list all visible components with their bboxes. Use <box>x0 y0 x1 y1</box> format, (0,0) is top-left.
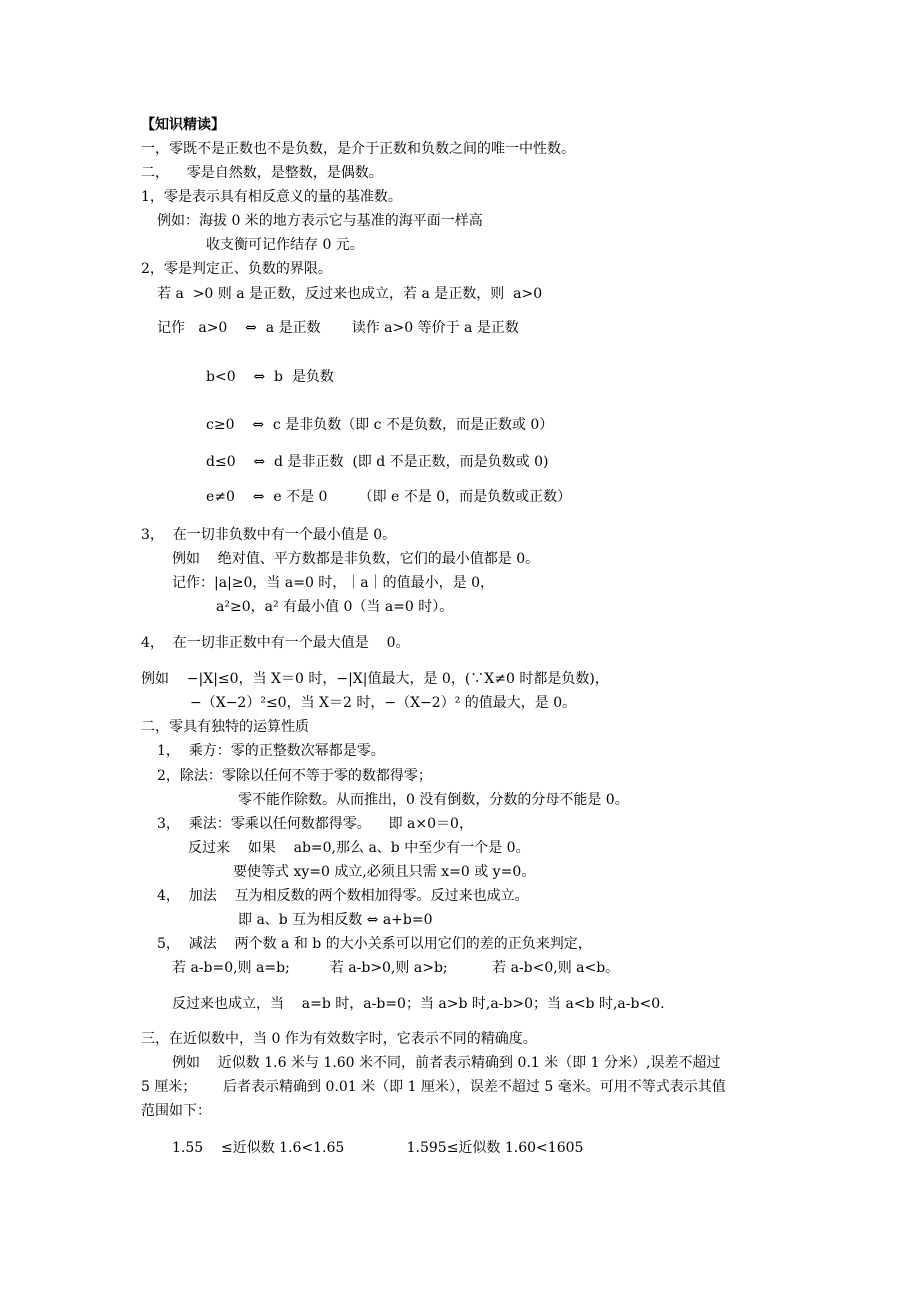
text-line: 3， 乘法：零乘以任何数都得零。 即 a×0＝0， <box>157 816 473 832</box>
text-line: 若 a-b=0,则 a=b; 若 a-b>0,则 a>b; 若 a-b<0,则 a<b。 <box>172 960 620 976</box>
text-line: 5， 减法 两个数 a 和 b 的大小关系可以用它们的差的正负来判定， <box>157 936 592 952</box>
text-line: 零不能作除数。从而推出，0 没有倒数，分数的分母不能是 0。 <box>238 792 629 808</box>
text-line: 例如 近似数 1.6 米与 1.60 米不同，前者表示精确到 0.1 米（即 1 分米）,误差不超过 <box>172 1055 721 1071</box>
text-line: 5 厘米； 后者表示精确到 0.01 米（即 1 厘米），误差不超过 5 毫米。可用不等式表示其值 <box>141 1079 726 1095</box>
text-line: 即 a、b 互为相反数 ⇔ a+b=0 <box>238 912 433 928</box>
section-heading: 【知识精读】 <box>141 117 225 133</box>
text-line: 4， 加法 互为相反数的两个数相加得零。反过来也成立。 <box>157 888 529 904</box>
text-line: 二，零具有独特的运算性质 <box>141 719 309 735</box>
text-line: 一，零既不是正数也不是负数，是介于正数和负数之间的唯一中性数。 <box>141 141 575 157</box>
text-line: 要使等式 xy=0 成立,必须且只需 x=0 或 y=0。 <box>233 864 536 880</box>
text-line: b<0 ⇔ b 是负数 <box>206 369 334 385</box>
text-line: 例如 −|X|≤0，当 X＝0 时，−|X|值最大，是 0，(∵X≠0 时都是负数)， <box>141 671 609 687</box>
text-line: 3， 在一切非负数中有一个最小值是 0。 <box>141 527 397 543</box>
text-line: 2，除法：零除以任何不等于零的数都得零； <box>157 768 432 784</box>
text-line: 例如：海拔 0 米的地方表示它与基准的海平面一样高 <box>157 213 483 229</box>
text-line: 三，在近似数中，当 0 作为有效数字时，它表示不同的精确度。 <box>141 1031 537 1047</box>
text-line: a²≥0，a² 有最小值 0（当 a=0 时）。 <box>216 599 454 615</box>
text-line: c≥0 ⇔ c 是非负数（即 c 不是负数，而是正数或 0） <box>206 417 554 433</box>
text-line: 1，零是表示具有相反意义的量的基准数。 <box>141 189 402 205</box>
text-line: 反过来 如果 ab=0,那么 a、b 中至少有一个是 0。 <box>188 840 530 856</box>
text-line: 2，零是判定正、负数的界限。 <box>141 261 332 277</box>
text-line: 4， 在一切非正数中有一个最大值是 0。 <box>141 635 410 651</box>
text-line: 1， 乘方：零的正整数次幂都是零。 <box>157 743 385 759</box>
text-line: 1.55 ≤近似数 1.6<1.65 1.595≤近似数 1.60<1605 <box>172 1140 584 1156</box>
text-line: 记作 a>0 ⇔ a 是正数 读作 a>0 等价于 a 是正数 <box>157 320 519 336</box>
text-line: 反过来也成立，当 a=b 时，a-b=0；当 a>b 时,a-b>0；当 a<b 时,a-b<0. <box>172 996 665 1012</box>
text-line: 例如 绝对值、平方数都是非负数，它们的最小值都是 0。 <box>172 551 540 567</box>
text-line: 二， 零是自然数，是整数，是偶数。 <box>141 165 383 181</box>
text-line: 记作：|a|≥0，当 a=0 时，｜a｜的值最小，是 0， <box>172 575 495 591</box>
text-line: e≠0 ⇔ e 不是 0 （即 e 不是 0，而是负数或正数） <box>206 489 572 505</box>
text-line: 范围如下： <box>141 1103 211 1119</box>
text-line: 若 a >0 则 a 是正数，反过来也成立，若 a 是正数，则 a>0 <box>157 286 543 302</box>
text-line: −（X−2）²≤0，当 X＝2 时，−（X−2）² 的值最大，是 0。 <box>190 695 577 711</box>
text-line: 收支衡可记作结存 0 元。 <box>206 237 364 253</box>
text-line: d≤0 ⇔ d 是非正数 (即 d 不是正数，而是负数或 0) <box>206 454 549 470</box>
